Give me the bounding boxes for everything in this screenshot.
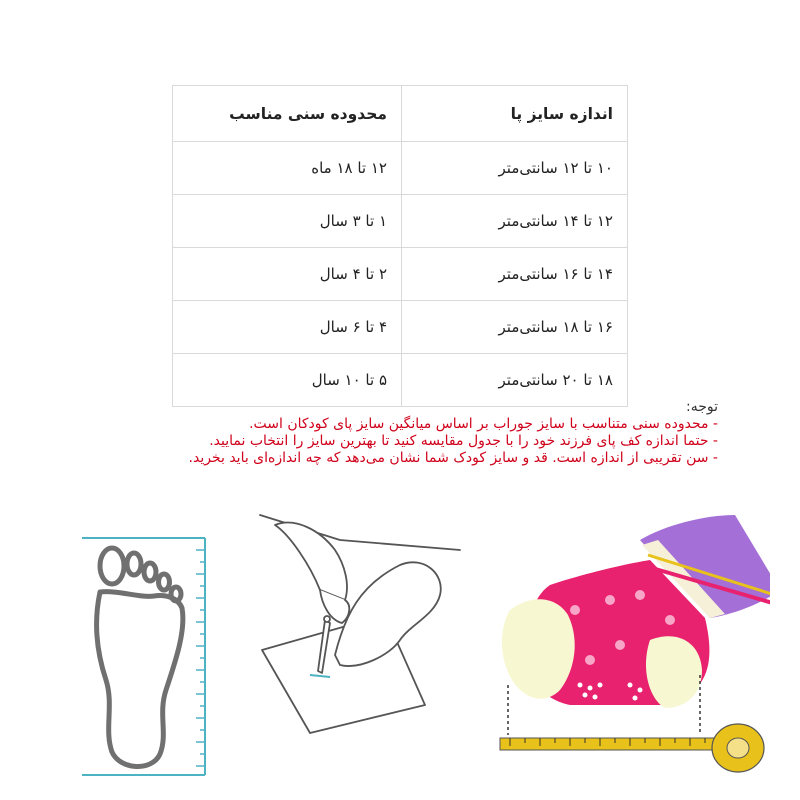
table-row (173, 195, 628, 248)
measuring-tape-icon (500, 724, 764, 772)
note-line: - محدوده سنی متناسب با سایز جوراب بر اساس میانگین سایز پای کودکان است. (249, 416, 718, 432)
hand-pencil-icon (260, 515, 460, 733)
notes-title: توجه: (685, 399, 718, 415)
notes-block (78, 399, 718, 467)
hand-measuring-illustration (250, 505, 470, 735)
table-row (173, 301, 628, 354)
foot-ruler-illustration (70, 530, 220, 780)
table-header-row (173, 86, 628, 142)
table-row (173, 142, 628, 195)
cell-age-range: ۵ تا ۱۰ سال (173, 354, 402, 407)
cell-age-range: ۱ تا ۳ سال (173, 195, 402, 248)
sock-icon (502, 515, 770, 708)
cell-age-range: ۲ تا ۴ سال (173, 248, 402, 301)
header-age-range: محدوده سنی مناسب (173, 86, 402, 142)
sock-tape-illustration (490, 500, 770, 790)
cell-foot-size: ۱۸ تا ۲۰ سانتی‌متر (402, 354, 628, 407)
cell-foot-size: ۱۴ تا ۱۶ سانتی‌متر (402, 248, 628, 301)
size-table (172, 85, 628, 407)
header-foot-size: اندازه سایز پا (402, 86, 628, 142)
cell-foot-size: ۱۲ تا ۱۴ سانتی‌متر (402, 195, 628, 248)
note-line: - سن تقریبی از اندازه است. قد و سایز کودک شما نشان می‌دهد که چه اندازه‌ای باید بخرید. (188, 450, 718, 466)
cell-foot-size: ۱۶ تا ۱۸ سانتی‌متر (402, 301, 628, 354)
cell-foot-size: ۱۰ تا ۱۲ سانتی‌متر (402, 142, 628, 195)
cell-age-range: ۴ تا ۶ سال (173, 301, 402, 354)
cell-age-range: ۱۲ تا ۱۸ ماه (173, 142, 402, 195)
foot-outline-icon (97, 548, 183, 767)
table-row (173, 248, 628, 301)
note-line: - حتما اندازه کف پای فرزند خود را با جدول مقایسه کنید تا بهترین سایز را انتخاب نمایید. (209, 433, 718, 449)
